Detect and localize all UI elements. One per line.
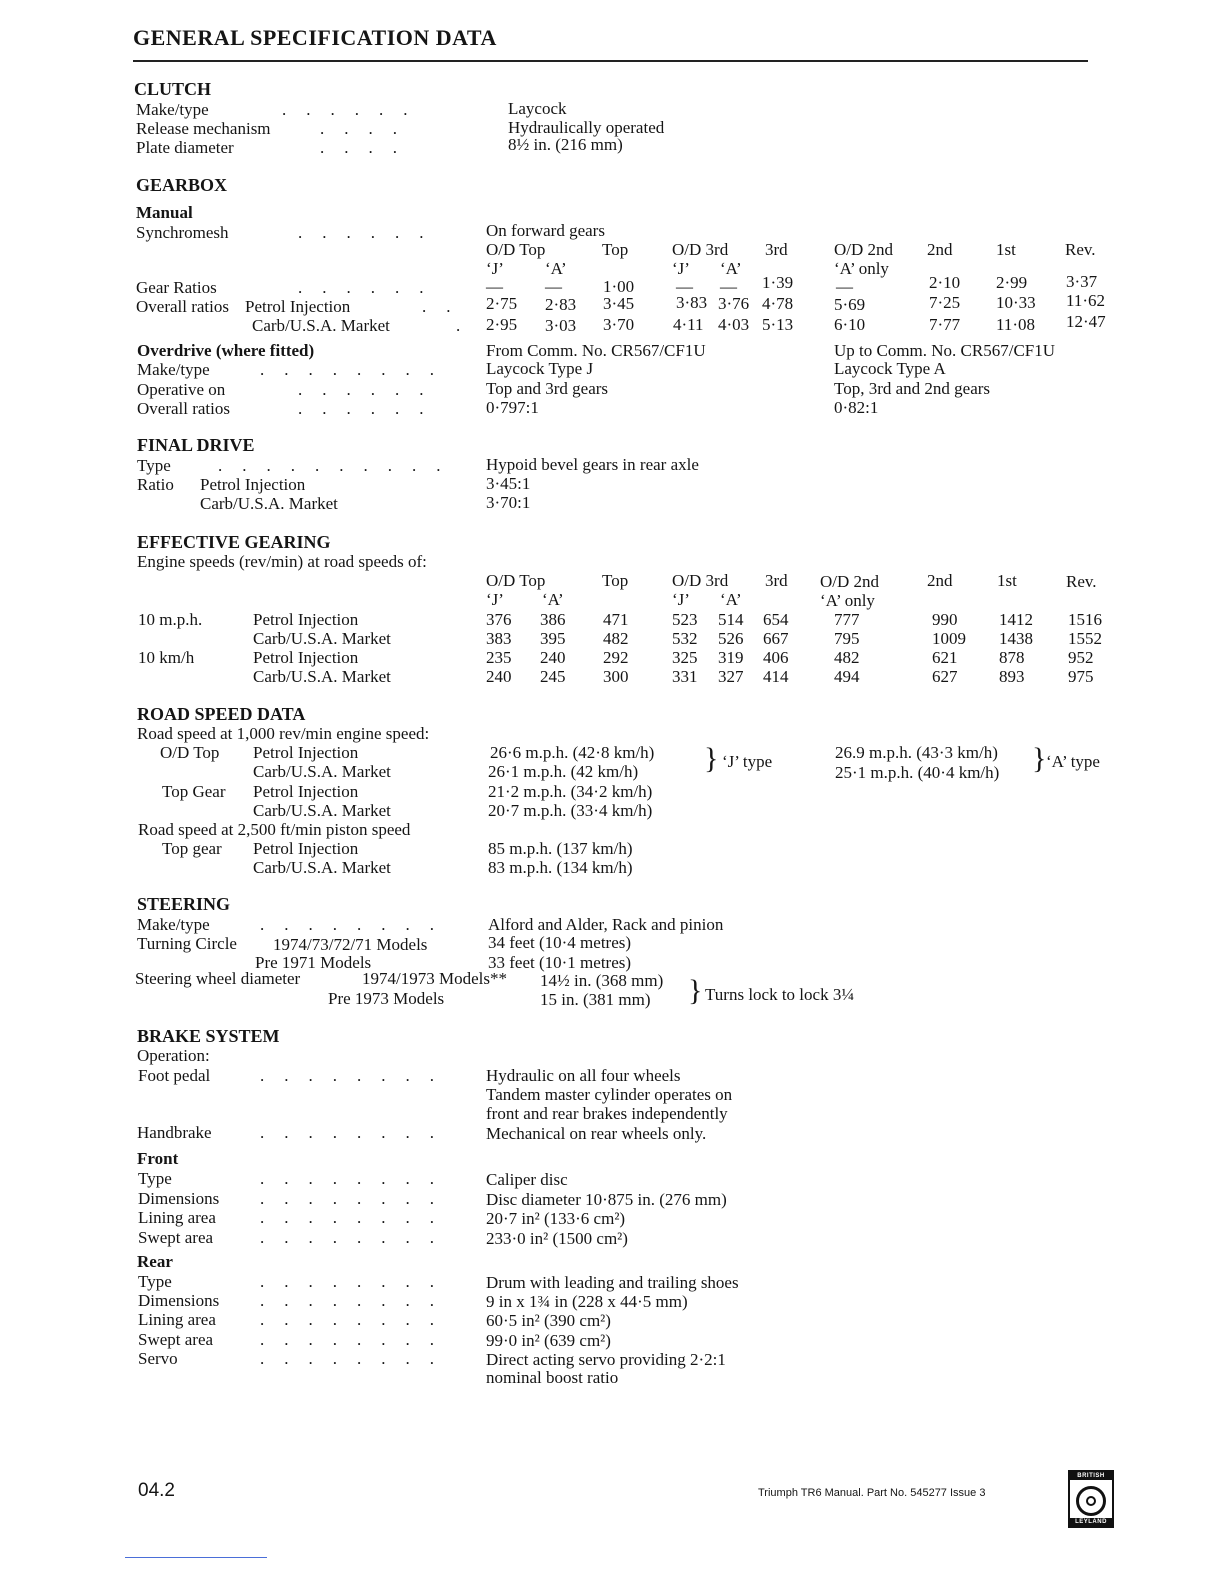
- page-title: GENERAL SPECIFICATION DATA: [133, 25, 497, 50]
- brake-spec-label: Dimensions: [138, 1188, 220, 1208]
- brake-spec-label: Type: [138, 1272, 172, 1291]
- effective-gearing-cell: 1009: [932, 629, 966, 648]
- gear-ratio-dash: —: [836, 277, 853, 296]
- page-number: 04.2: [138, 1480, 175, 1501]
- gear-ratio-rev: 3·37: [1066, 272, 1098, 291]
- brake-spec-label: Lining area: [138, 1208, 216, 1227]
- foot-pedal-line-2: Tandem master cylinder operates on: [486, 1085, 733, 1104]
- brake-spec-label: Type: [138, 1169, 172, 1188]
- col-2nd: 2nd: [927, 571, 953, 590]
- effective-gearing-cell: 627: [932, 667, 958, 686]
- gear-ratio-dash: —: [676, 277, 693, 296]
- effective-gearing-cell: 245: [540, 667, 566, 686]
- effective-gearing-cell: 383: [486, 629, 512, 648]
- foot-pedal-line-3: front and rear brakes independently: [486, 1104, 728, 1123]
- overall-petrol-value: 4·78: [762, 294, 794, 313]
- effective-gearing-cell: 319: [718, 648, 744, 667]
- effective-gearing-cell: 952: [1068, 648, 1094, 667]
- dot-leader: ........: [260, 1123, 454, 1142]
- dot-leader: ......: [298, 380, 444, 399]
- leyland-roundel-icon: [1076, 1486, 1106, 1516]
- final-drive-petrol-ratio: 3·45:1: [486, 474, 531, 493]
- overall-carb-value: 7·77: [929, 315, 961, 334]
- effective-gearing-cell: 325: [672, 648, 698, 667]
- overall-carb-value: 3·03: [545, 316, 577, 335]
- effective-gearing-cell: 621: [932, 648, 958, 667]
- effective-gearing-cell: 406: [763, 648, 789, 667]
- brake-spec-value: Direct acting servo providing 2·2:1: [486, 1349, 726, 1369]
- petrol-injection-label: Petrol Injection: [245, 297, 351, 316]
- carb-usa-label: Carb/U.S.A. Market: [253, 801, 391, 820]
- overall-carb-value: 6·10: [834, 315, 866, 334]
- dot-leader: ........: [260, 1188, 454, 1208]
- brake-spec-value: Disc diameter 10·875 in. (276 mm): [486, 1189, 727, 1209]
- dot-leader: ......: [298, 278, 444, 297]
- handbrake-value: Mechanical on rear wheels only.: [486, 1124, 707, 1143]
- road-speed-od-top: O/D Top: [160, 743, 220, 762]
- turning-models-2: Pre 1971 Models: [255, 953, 372, 972]
- effective-gearing-speed: 10 m.p.h.: [138, 610, 203, 629]
- road-speed-top-gear: Top Gear: [162, 782, 226, 801]
- od-petrol-speed: 26·6 m.p.h. (42·8 km/h): [490, 743, 655, 762]
- col-2nd: 2nd: [927, 240, 953, 259]
- brake-spec-label: Swept area: [138, 1227, 214, 1247]
- effective-gearing-market-label: Carb/U.S.A. Market: [253, 667, 391, 686]
- foot-pedal-line-1: Hydraulic on all four wheels: [486, 1066, 681, 1085]
- dot-leader: ......: [282, 100, 428, 119]
- overdrive-operative-label: Operative on: [137, 380, 226, 399]
- effective-gearing-cell: 240: [540, 648, 566, 667]
- effective-gearing-cell: 514: [718, 610, 744, 629]
- effective-gearing-cell: 654: [763, 610, 789, 629]
- effective-gearing-cell: 292: [603, 648, 629, 667]
- gear-ratios-label: Gear Ratios: [136, 278, 217, 297]
- col-3rd: 3rd: [765, 571, 788, 590]
- overall-petrol-value: 3·45: [603, 294, 635, 313]
- dot-leader: ..........: [218, 456, 461, 475]
- col-od-top: O/D Top: [486, 571, 546, 590]
- overdrive-from-comm: From Comm. No. CR567/CF1U: [486, 341, 706, 360]
- wheel-diameter-label: Steering wheel diameter: [135, 969, 301, 988]
- overall-carb-value: 12·47: [1066, 312, 1106, 331]
- dot-leader: ........: [260, 1066, 454, 1085]
- effective-gearing-cell: 878: [999, 648, 1025, 667]
- dot-leader: ....: [320, 138, 417, 157]
- col-top: Top: [602, 571, 629, 590]
- gear-ratio-dash: —: [545, 277, 562, 296]
- clutch-release-value: Hydraulically operated: [508, 118, 665, 137]
- col-1st: 1st: [997, 571, 1017, 590]
- final-drive-type-value: Hypoid bevel gears in rear axle: [486, 455, 699, 474]
- front-brakes-subheading: Front: [137, 1149, 179, 1168]
- col-top: Top: [602, 240, 629, 259]
- od-carb-speed: 26·1 m.p.h. (42 km/h): [488, 762, 639, 781]
- j-type-label: ‘J’ type: [722, 752, 773, 771]
- col-rev: Rev.: [1066, 572, 1097, 591]
- petrol-injection-label: Petrol Injection: [253, 839, 359, 858]
- steering-make-label: Make/type: [137, 915, 210, 934]
- effective-gearing-cell: 482: [834, 648, 860, 667]
- petrol-injection-label: Petrol Injection: [253, 782, 359, 801]
- dot-leader: ........: [260, 1227, 454, 1247]
- overdrive-ratios-label: Overall ratios: [137, 399, 230, 418]
- gear-ratio-dash: —: [486, 277, 503, 296]
- effective-gearing-cell: 240: [486, 667, 512, 686]
- effective-gearing-market-label: Carb/U.S.A. Market: [253, 629, 391, 648]
- brace-icon: }: [704, 742, 719, 775]
- carb-usa-label: Carb/U.S.A. Market: [253, 762, 391, 781]
- effective-gearing-cell: 795: [834, 629, 860, 648]
- logo-top-text: BRITISH: [1070, 1472, 1112, 1480]
- effective-gearing-cell: 990: [932, 610, 958, 629]
- sub-j: ‘J’: [486, 590, 504, 609]
- road-speed-heading: ROAD SPEED DATA: [137, 704, 306, 724]
- turning-circle-2: 33 feet (10·1 metres): [488, 953, 632, 972]
- overdrive-make-j: Laycock Type J: [486, 359, 594, 378]
- wheel-models-1: 1974/1973 Models**: [362, 969, 507, 988]
- dot-leader: ........: [260, 1329, 454, 1349]
- brake-spec-value: 99·0 in² (639 cm²): [486, 1330, 611, 1350]
- brake-spec-value: 9 in x 1¾ in (228 x 44·5 mm): [486, 1292, 688, 1312]
- effective-gearing-market-label: Petrol Injection: [253, 610, 359, 629]
- dot-leader: .: [456, 316, 481, 335]
- effective-gearing-cell: 893: [999, 667, 1025, 686]
- brake-spec-label: Servo: [138, 1348, 178, 1368]
- effective-gearing-cell: 1438: [999, 629, 1033, 648]
- overall-carb-value: 11·08: [996, 315, 1036, 334]
- brake-heading: BRAKE SYSTEM: [137, 1026, 280, 1046]
- effective-gearing-cell: 1412: [999, 610, 1033, 629]
- sub-a: ‘A’: [545, 259, 567, 278]
- gear-ratio-top: 1·00: [603, 277, 635, 296]
- dot-leader: ......: [298, 223, 444, 242]
- gearbox-manual-subheading: Manual: [136, 203, 193, 222]
- dot-leader: ........: [260, 1310, 454, 1330]
- overall-carb-value: 5·13: [762, 315, 794, 334]
- road-speed-intro: Road speed at 1,000 rev/min engine speed:: [137, 724, 430, 743]
- handbrake-label: Handbrake: [137, 1123, 212, 1142]
- col-od-3rd: O/D 3rd: [672, 571, 729, 590]
- clutch-release-label: Release mechanism: [136, 119, 271, 138]
- overall-petrol-value: 5·69: [834, 295, 866, 314]
- gear-ratio-1st: 2·99: [996, 273, 1028, 292]
- dot-leader: ..: [422, 297, 471, 316]
- wheel-diameter-2: 15 in. (381 mm): [540, 990, 651, 1009]
- effective-gearing-cell: 376: [486, 610, 512, 629]
- clutch-heading: CLUTCH: [134, 79, 212, 99]
- col-od-top: O/D Top: [486, 240, 546, 259]
- foot-pedal-label: Foot pedal: [138, 1066, 211, 1085]
- rear-brakes-subheading: Rear: [137, 1252, 173, 1271]
- sub-a: ‘A’: [542, 590, 564, 609]
- a-carb-speed: 25·1 m.p.h. (40·4 km/h): [835, 763, 1000, 782]
- brake-spec-label: Swept area: [138, 1329, 214, 1349]
- col-1st: 1st: [996, 240, 1016, 259]
- overdrive-subheading: Overdrive (where fitted): [137, 341, 315, 360]
- dot-leader: ........: [260, 1291, 454, 1311]
- gear-ratio-3rd: 1·39: [762, 273, 794, 292]
- effective-gearing-cell: 300: [603, 667, 629, 686]
- sub-j: ‘J’: [486, 259, 504, 278]
- col-od-3rd: O/D 3rd: [672, 240, 729, 259]
- wheel-models-2: Pre 1973 Models: [328, 989, 445, 1008]
- overall-petrol-value: 2·83: [545, 295, 577, 314]
- col-3rd: 3rd: [765, 240, 788, 259]
- effective-gearing-cell: 471: [603, 610, 629, 629]
- effective-gearing-cell: 1552: [1068, 629, 1102, 648]
- brake-spec-value: 20·7 in² (133·6 cm²): [486, 1209, 626, 1228]
- british-leyland-logo: [1068, 1470, 1114, 1528]
- brake-spec-value: Drum with leading and trailing shoes: [486, 1273, 739, 1292]
- sub-j: ‘J’: [672, 590, 690, 609]
- overall-petrol-value: 7·25: [929, 293, 961, 312]
- dot-leader: ....: [320, 119, 417, 138]
- overdrive-operative-a: Top, 3rd and 2nd gears: [834, 379, 991, 398]
- sub-a-only: ‘A’ only: [820, 591, 875, 610]
- effective-gearing-market-label: Petrol Injection: [253, 648, 359, 667]
- effective-gearing-cell: 526: [718, 629, 744, 648]
- petrol-injection-label: Petrol Injection: [253, 743, 359, 762]
- effective-gearing-intro: Engine speeds (rev/min) at road speeds of:: [137, 552, 427, 571]
- overdrive-operative-j: Top and 3rd gears: [486, 379, 609, 398]
- overall-petrol-value: 2·75: [486, 294, 518, 313]
- effective-gearing-cell: 235: [486, 648, 512, 667]
- turns-lock-to-lock: Turns lock to lock 3¼: [705, 985, 855, 1004]
- gearbox-heading: GEARBOX: [136, 175, 228, 195]
- effective-gearing-heading: EFFECTIVE GEARING: [137, 532, 331, 552]
- overall-ratios-label: Overall ratios: [136, 297, 229, 316]
- brake-spec-value: Caliper disc: [486, 1170, 568, 1189]
- effective-gearing-cell: 414: [763, 667, 789, 686]
- steering-make-value: Alford and Alder, Rack and pinion: [488, 915, 724, 934]
- brace-icon: }: [688, 974, 703, 1007]
- overall-petrol-value: 3·83: [676, 293, 708, 312]
- final-drive-ratio-label: Ratio: [137, 475, 174, 494]
- effective-gearing-cell: 327: [718, 667, 744, 686]
- effective-gearing-cell: 777: [834, 610, 860, 629]
- effective-gearing-speed: 10 km/h: [138, 648, 195, 667]
- clutch-make-value: Laycock: [508, 99, 567, 118]
- gear-ratio-dash: —: [720, 277, 737, 296]
- top-carb-speed: 20·7 m.p.h. (33·4 km/h): [488, 801, 653, 820]
- top-petrol-speed: 21·2 m.p.h. (34·2 km/h): [488, 782, 653, 801]
- steering-heading: STEERING: [137, 894, 231, 914]
- effective-gearing-cell: 482: [603, 629, 629, 648]
- sub-a-only: ‘A’ only: [834, 259, 889, 278]
- brake-spec-value: 233·0 in² (1500 cm²): [486, 1228, 628, 1248]
- gear-ratio-2nd: 2·10: [929, 273, 961, 292]
- overdrive-ratio-j: 0·797:1: [486, 398, 539, 417]
- dot-leader: ........: [260, 1208, 454, 1227]
- carb-usa-label: Carb/U.S.A. Market: [200, 494, 338, 513]
- dot-leader: ........: [260, 1272, 454, 1291]
- clutch-make-label: Make/type: [136, 100, 209, 119]
- brake-spec-label: Dimensions: [138, 1291, 220, 1311]
- brace-icon: }: [1032, 742, 1047, 775]
- dot-leader: ........: [260, 1169, 454, 1188]
- effective-gearing-cell: 975: [1068, 667, 1094, 686]
- synchromesh-value: On forward gears: [486, 221, 605, 240]
- piston-carb-speed: 83 m.p.h. (134 km/h): [488, 858, 633, 877]
- overdrive-make-label: Make/type: [137, 360, 210, 379]
- effective-gearing-cell: 386: [540, 610, 566, 629]
- overall-carb-value: 3·70: [603, 315, 635, 334]
- sub-a: ‘A’: [720, 259, 742, 278]
- effective-gearing-cell: 667: [763, 629, 789, 648]
- effective-gearing-cell: 395: [540, 629, 566, 648]
- piston-petrol-speed: 85 m.p.h. (137 km/h): [488, 839, 633, 858]
- synchromesh-label: Synchromesh: [136, 223, 229, 242]
- effective-gearing-cell: 1516: [1068, 610, 1102, 629]
- overall-petrol-value: 11·62: [1066, 291, 1106, 310]
- overall-carb-value: 4·03: [718, 315, 750, 334]
- clutch-plate-label: Plate diameter: [136, 138, 234, 157]
- final-drive-carb-ratio: 3·70:1: [486, 493, 531, 512]
- brake-operation-label: Operation:: [137, 1046, 210, 1065]
- sub-a: ‘A’: [720, 590, 742, 609]
- clutch-plate-value: 8½ in. (216 mm): [508, 135, 623, 154]
- turning-circle-label: Turning Circle: [137, 934, 237, 953]
- overall-carb-value: 4·11: [673, 315, 704, 334]
- effective-gearing-cell: 331: [672, 667, 698, 686]
- divider-line: [125, 1557, 267, 1558]
- a-type-label: ‘A’ type: [1046, 752, 1100, 771]
- road-speed-top-gear-2: Top gear: [162, 839, 222, 858]
- col-rev: Rev.: [1065, 240, 1096, 259]
- overall-petrol-value: 3·76: [718, 294, 750, 313]
- manual-reference: Triumph TR6 Manual. Part No. 545277 Issue 3: [758, 1487, 986, 1499]
- dot-leader: ......: [298, 399, 444, 418]
- servo-value-line-2: nominal boost ratio: [486, 1368, 619, 1387]
- overall-carb-value: 2·95: [486, 315, 518, 334]
- a-petrol-speed: 26.9 m.p.h. (43·3 km/h): [835, 743, 998, 762]
- col-od-2nd: O/D 2nd: [834, 240, 894, 259]
- turning-models-1: 1974/73/72/71 Models: [273, 935, 428, 954]
- wheel-diameter-1: 14½ in. (368 mm): [540, 971, 664, 990]
- overdrive-upto-comm: Up to Comm. No. CR567/CF1U: [834, 341, 1056, 360]
- carb-usa-label: Carb/U.S.A. Market: [252, 316, 390, 335]
- effective-gearing-cell: 494: [834, 667, 860, 686]
- petrol-injection-label: Petrol Injection: [200, 475, 306, 494]
- dot-leader: ........: [260, 1348, 454, 1368]
- dot-leader: ........: [260, 915, 454, 934]
- col-od-2nd: O/D 2nd: [820, 572, 880, 591]
- effective-gearing-cell: 523: [672, 610, 698, 629]
- road-speed-piston-intro: Road speed at 2,500 ft/min piston speed: [138, 820, 411, 839]
- overdrive-ratio-a: 0·82:1: [834, 398, 879, 417]
- carb-usa-label: Carb/U.S.A. Market: [253, 858, 391, 877]
- dot-leader: ........: [260, 360, 454, 379]
- title-rule: [133, 60, 1088, 62]
- effective-gearing-cell: 532: [672, 629, 698, 648]
- logo-bottom-text: LEYLAND: [1070, 1518, 1112, 1526]
- turning-circle-1: 34 feet (10·4 metres): [488, 933, 632, 952]
- sub-j: ‘J’: [672, 259, 690, 278]
- final-drive-heading: FINAL DRIVE: [137, 435, 255, 455]
- overall-petrol-value: 10·33: [996, 293, 1036, 312]
- overdrive-make-a: Laycock Type A: [834, 359, 946, 378]
- brake-spec-label: Lining area: [138, 1310, 216, 1330]
- brake-spec-value: 60·5 in² (390 cm²): [486, 1311, 611, 1331]
- final-drive-type-label: Type: [137, 456, 171, 475]
